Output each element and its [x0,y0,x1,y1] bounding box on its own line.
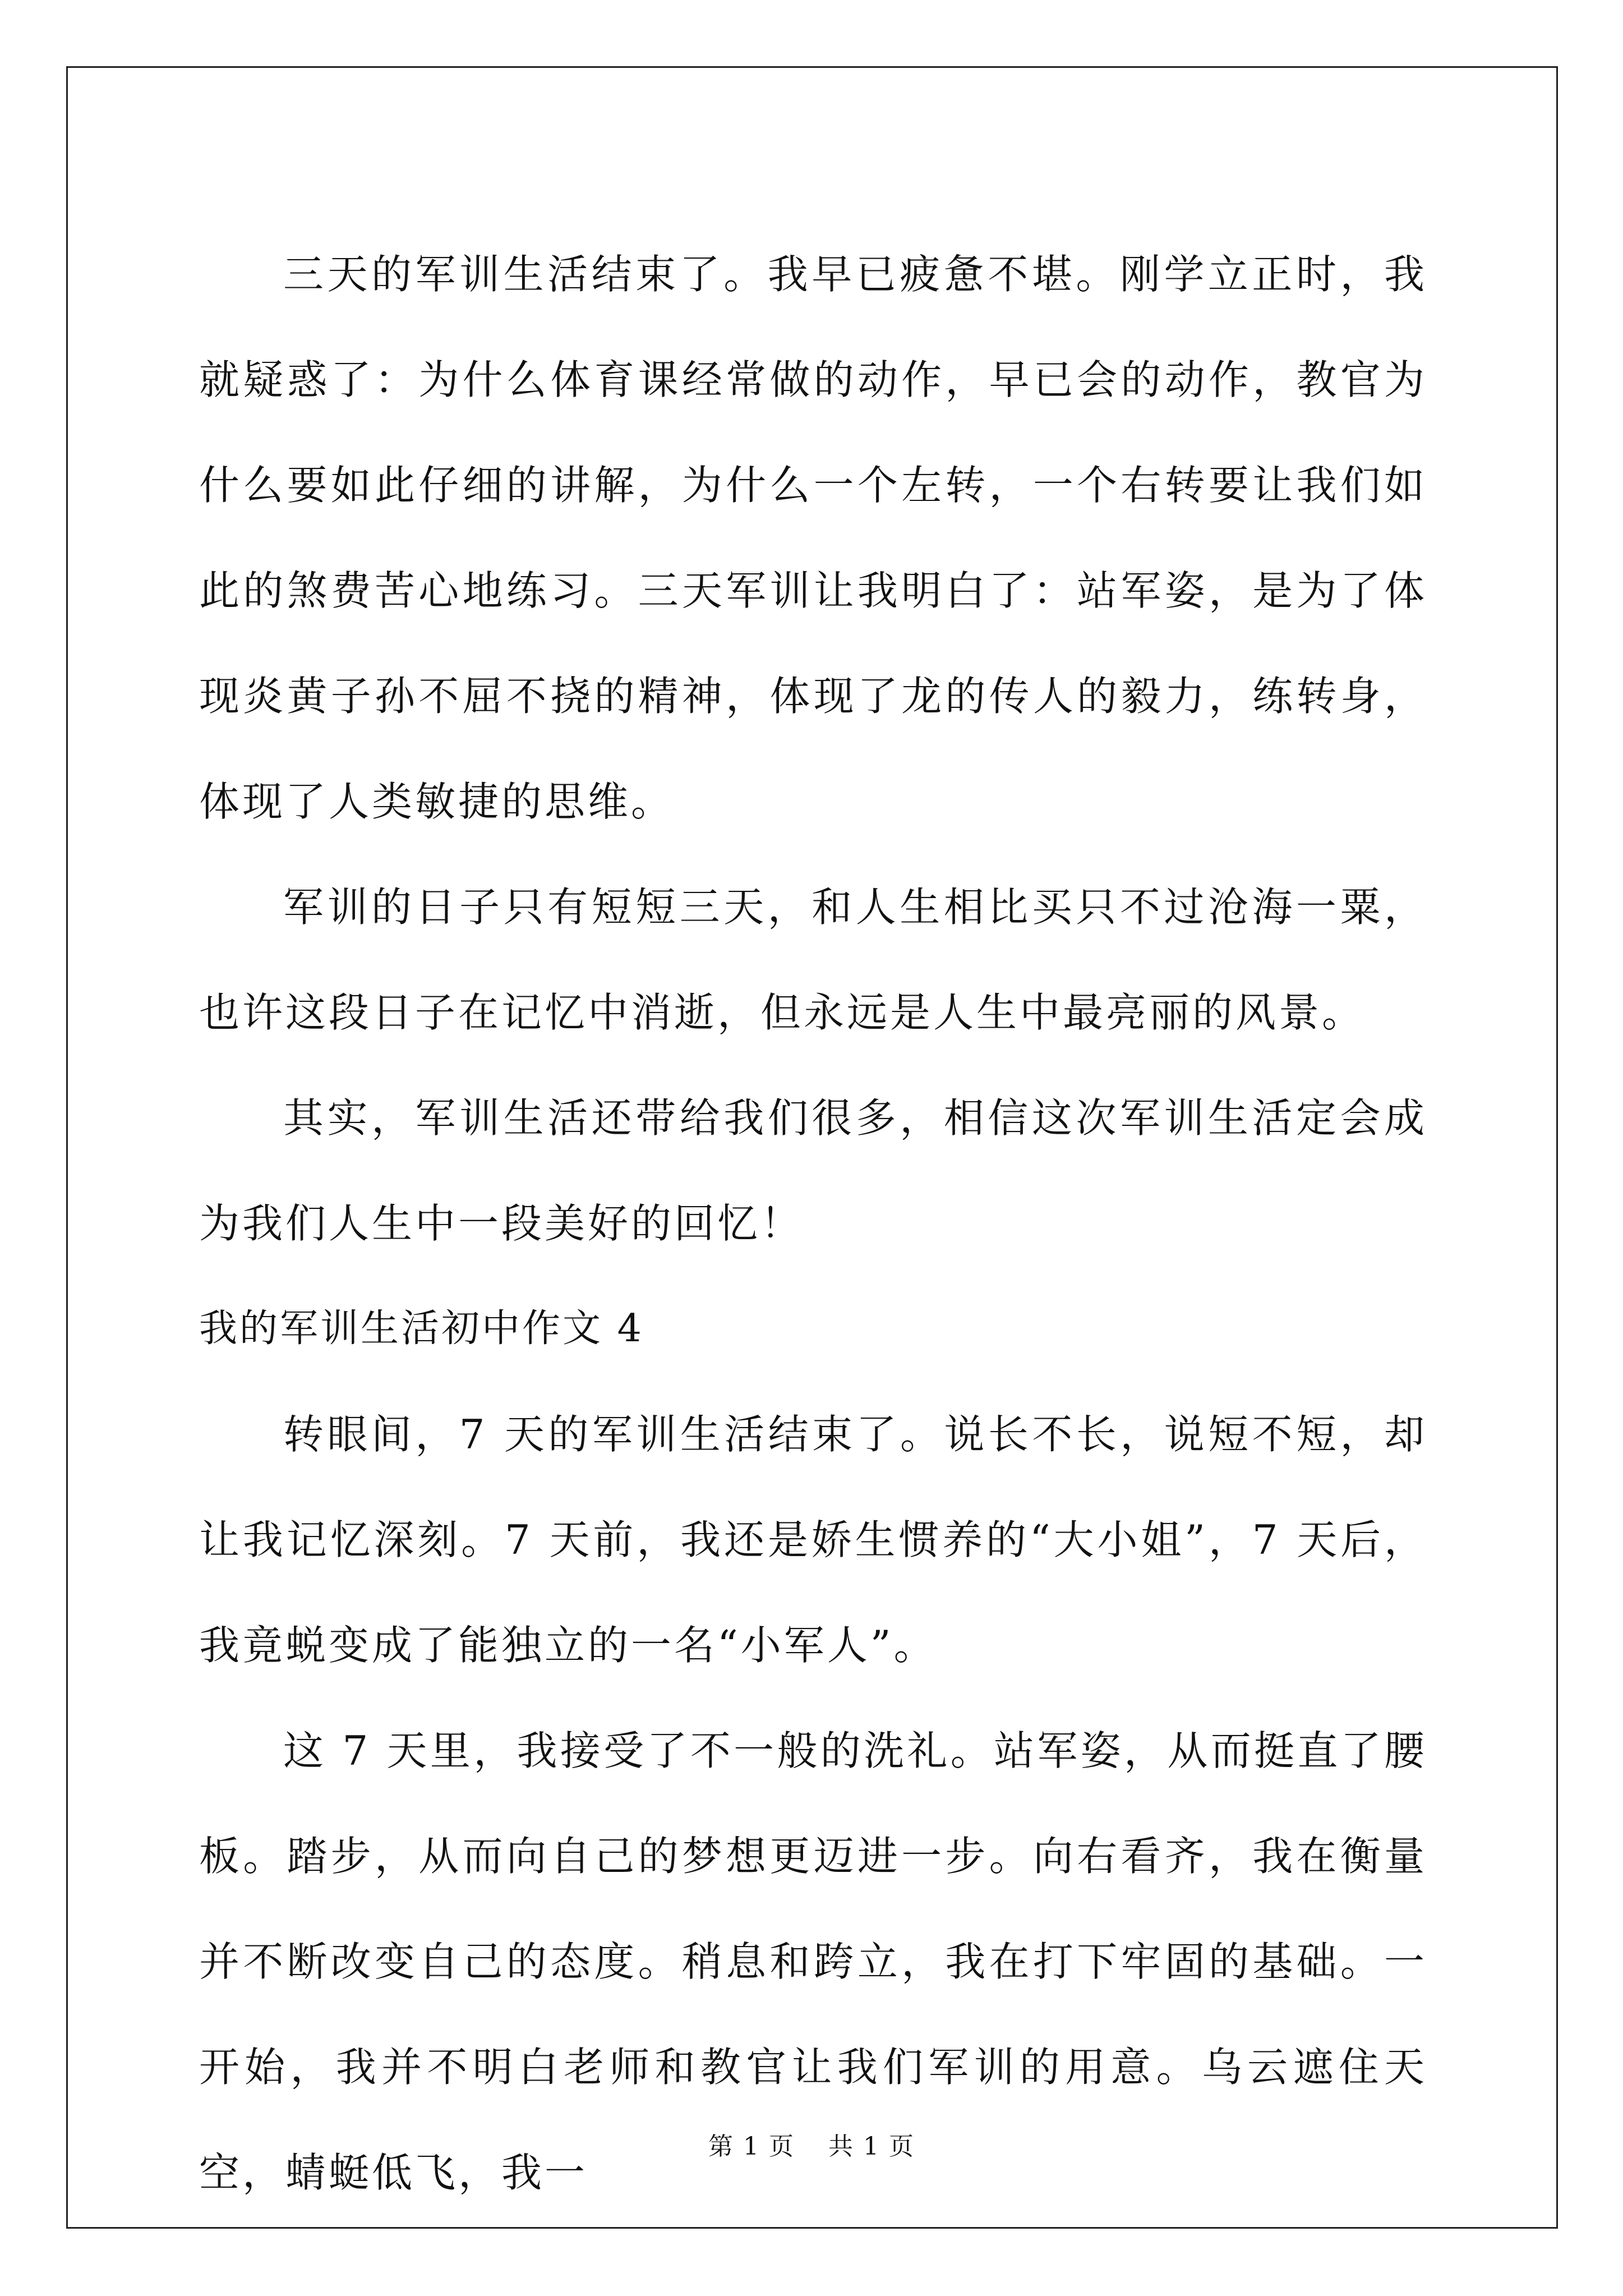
section-heading: 我的军训生活初中作文 4 [199,1306,644,1351]
page-number: 第 1 页 [708,2132,795,2161]
paragraph-1: 三天的军训生活结束了。我早已疲惫不堪。刚学立正时，我就疑惑了：为什么体育课经常做的动作，早已会的动作，教官为什么要如此仔细的讲解，为什么一个左转，一个右转要让我们如此的煞费苦心地练习。三天军训让我明白了：站军姿，是为了体现炎黄子孙不屈不挠的精神，体现了龙的传人的毅力，练转身，体现了人类敏捷的思维。 [199,251,1427,825]
paragraph-3: 其实，军训生活还带给我们很多，相信这次军训生活定会成为我们人生中一段美好的回忆！ [199,1094,1427,1247]
page-total: 共 1 页 [828,2132,915,2161]
paragraph-5: 这 7 天里，我接受了不一般的洗礼。站军姿，从而挺直了腰板。踏步，从而向自己的梦想更迈进一步。向右看齐，我在衡量并不断改变自己的态度。稍息和跨立，我在打下牢固的基础。一开始，我并不明白老师和教官让我们军训的用意。乌云遮住天空，蜻蜓低飞，我一 [199,1727,1427,2196]
paragraph-4: 转眼间，7 天的军训生活结束了。说长不长，说短不短，却让我记忆深刻。7 天前，我还是娇生惯养的“大小姐”，7 天后，我竟蜕变成了能独立的一名“小军人”。 [199,1411,1427,1669]
page-footer [0,2126,1623,2162]
document-body [199,222,1427,2225]
paragraph-2: 军训的日子只有短短三天，和人生相比买只不过沧海一粟，也许这段日子在记忆中消逝，但永远是人生中最亮丽的风景。 [199,884,1427,1036]
